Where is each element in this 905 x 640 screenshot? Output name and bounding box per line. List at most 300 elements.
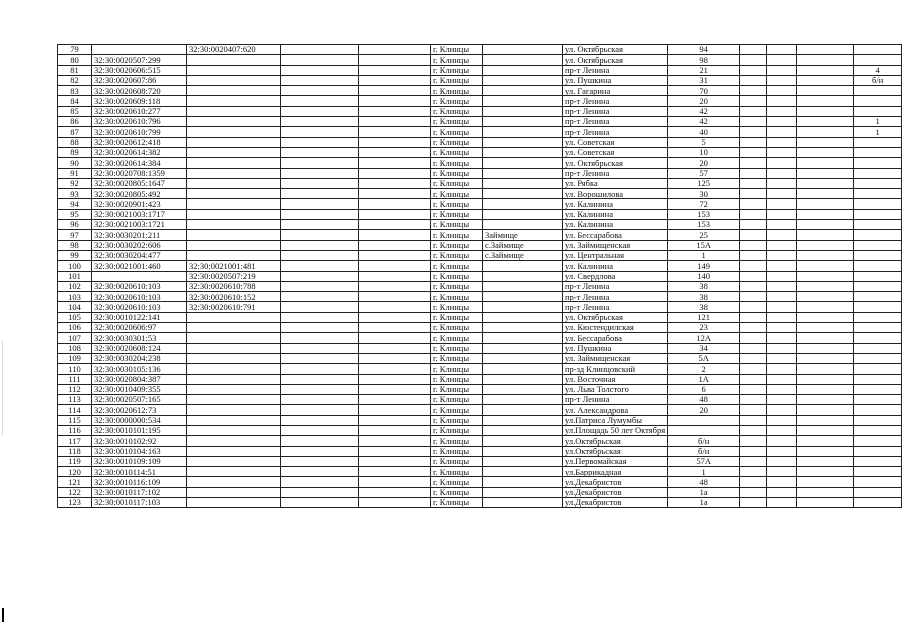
cell-row-number: 122 <box>58 487 92 497</box>
cell-col-10 <box>740 158 767 168</box>
cell-col-11 <box>767 199 797 209</box>
cell-extra-number <box>854 353 902 363</box>
table-row <box>58 199 902 209</box>
cell-row-number: 113 <box>58 395 92 405</box>
cell-col-11 <box>767 45 797 55</box>
cell-col-10 <box>740 353 767 363</box>
cell-linked-cadastral-number <box>187 86 281 96</box>
cell-linked-cadastral-number <box>187 106 281 116</box>
cell-cadastral-number: 32:30:0030204:238 <box>92 353 187 363</box>
cell-house-number: 1А <box>668 374 740 384</box>
table-row <box>58 312 902 322</box>
cell-house-number: 10 <box>668 147 740 157</box>
cell-col-12 <box>797 127 854 137</box>
cell-house-number: 38 <box>668 281 740 291</box>
cell-city: г. Клинцы <box>431 271 483 281</box>
cell-street: ул.Площадь 50 лет Октября <box>563 425 668 435</box>
cell-extra-number <box>854 467 902 477</box>
cell-house-number: 57А <box>668 456 740 466</box>
cell-col-10 <box>740 230 767 240</box>
cell-settlement: с.Займище <box>483 240 563 250</box>
cell-col-5 <box>359 65 431 75</box>
cell-col-4 <box>281 374 359 384</box>
cell-row-number: 95 <box>58 209 92 219</box>
table-row <box>58 168 902 178</box>
cell-col-12 <box>797 250 854 260</box>
cell-city: г. Клинцы <box>431 137 483 147</box>
cell-cadastral-number: 32:30:0021003:1717 <box>92 209 187 219</box>
cell-col-10 <box>740 395 767 405</box>
cell-extra-number <box>854 446 902 456</box>
cell-col-5 <box>359 456 431 466</box>
cell-row-number: 115 <box>58 415 92 425</box>
cell-linked-cadastral-number <box>187 199 281 209</box>
cell-street: ул.Декабристов <box>563 487 668 497</box>
cell-cadastral-number: 32:30:0020612:418 <box>92 137 187 147</box>
cell-col-12 <box>797 456 854 466</box>
cell-cadastral-number: 32:30:0030301:53 <box>92 333 187 343</box>
table-row <box>58 220 902 230</box>
cell-col-12 <box>797 498 854 508</box>
cell-linked-cadastral-number <box>187 498 281 508</box>
cell-city: г. Клинцы <box>431 45 483 55</box>
cell-extra-number <box>854 158 902 168</box>
cell-linked-cadastral-number <box>187 323 281 333</box>
cell-street: пр-т Ленина <box>563 302 668 312</box>
cell-house-number: 42 <box>668 106 740 116</box>
cell-settlement <box>483 117 563 127</box>
cell-col-4 <box>281 415 359 425</box>
cell-col-4 <box>281 106 359 116</box>
cell-extra-number <box>854 168 902 178</box>
cell-city: г. Клинцы <box>431 467 483 477</box>
cell-col-10 <box>740 436 767 446</box>
cell-linked-cadastral-number <box>187 312 281 322</box>
cell-col-11 <box>767 333 797 343</box>
cell-col-12 <box>797 230 854 240</box>
cell-col-4 <box>281 158 359 168</box>
cell-col-4 <box>281 364 359 374</box>
cell-col-11 <box>767 302 797 312</box>
cell-house-number: 2 <box>668 364 740 374</box>
cell-col-5 <box>359 467 431 477</box>
cell-house-number: 12А <box>668 333 740 343</box>
cell-col-4 <box>281 425 359 435</box>
cell-col-4 <box>281 467 359 477</box>
cell-linked-cadastral-number <box>187 364 281 374</box>
cell-col-12 <box>797 467 854 477</box>
cell-col-5 <box>359 384 431 394</box>
cell-col-5 <box>359 302 431 312</box>
cell-col-4 <box>281 312 359 322</box>
cell-col-12 <box>797 75 854 85</box>
cell-street: ул. Бессарабова <box>563 230 668 240</box>
cell-row-number: 112 <box>58 384 92 394</box>
cell-linked-cadastral-number: 32:30:0020610:152 <box>187 292 281 302</box>
cell-city: г. Клинцы <box>431 240 483 250</box>
cell-city: г. Клинцы <box>431 333 483 343</box>
cell-settlement <box>483 137 563 147</box>
cell-col-5 <box>359 292 431 302</box>
cell-city: г. Клинцы <box>431 292 483 302</box>
cell-col-4 <box>281 446 359 456</box>
cell-linked-cadastral-number <box>187 127 281 137</box>
cell-col-11 <box>767 168 797 178</box>
cell-col-11 <box>767 178 797 188</box>
cell-linked-cadastral-number <box>187 117 281 127</box>
cell-house-number: б/н <box>668 436 740 446</box>
cell-col-5 <box>359 281 431 291</box>
cell-col-5 <box>359 96 431 106</box>
cell-col-10 <box>740 189 767 199</box>
cell-city: г. Клинцы <box>431 323 483 333</box>
cell-settlement <box>483 374 563 384</box>
cell-extra-number <box>854 333 902 343</box>
cell-settlement <box>483 86 563 96</box>
cell-row-number: 114 <box>58 405 92 415</box>
cell-extra-number <box>854 240 902 250</box>
cell-col-5 <box>359 178 431 188</box>
cell-city: г. Клинцы <box>431 312 483 322</box>
cell-house-number: 6 <box>668 384 740 394</box>
cell-row-number: 111 <box>58 374 92 384</box>
cell-city: г. Клинцы <box>431 55 483 65</box>
cell-col-10 <box>740 302 767 312</box>
cell-col-5 <box>359 75 431 85</box>
cell-cadastral-number: 32:30:0010116:109 <box>92 477 187 487</box>
cell-city: г. Клинцы <box>431 147 483 157</box>
cell-city: г. Клинцы <box>431 477 483 487</box>
cell-settlement <box>483 96 563 106</box>
table-row <box>58 230 902 240</box>
cell-street: ул. Советская <box>563 147 668 157</box>
cell-row-number: 86 <box>58 117 92 127</box>
cell-col-11 <box>767 209 797 219</box>
cell-linked-cadastral-number <box>187 415 281 425</box>
cell-row-number: 107 <box>58 333 92 343</box>
cell-extra-number <box>854 436 902 446</box>
cell-col-11 <box>767 96 797 106</box>
cell-extra-number <box>854 405 902 415</box>
table-row <box>58 436 902 446</box>
cell-cadastral-number <box>92 45 187 55</box>
cell-col-5 <box>359 323 431 333</box>
cell-city: г. Клинцы <box>431 302 483 312</box>
cell-col-12 <box>797 384 854 394</box>
cell-col-11 <box>767 477 797 487</box>
cell-col-10 <box>740 281 767 291</box>
cell-col-12 <box>797 168 854 178</box>
table-row <box>58 250 902 260</box>
scan-edge-line <box>2 340 3 436</box>
cell-street: пр-т Ленина <box>563 395 668 405</box>
cell-extra-number <box>854 96 902 106</box>
cell-col-4 <box>281 55 359 65</box>
cell-row-number: 92 <box>58 178 92 188</box>
cell-street: ул. Октябрьская <box>563 312 668 322</box>
cell-col-11 <box>767 456 797 466</box>
cell-col-10 <box>740 333 767 343</box>
table-row <box>58 384 902 394</box>
cell-col-11 <box>767 271 797 281</box>
cell-col-4 <box>281 261 359 271</box>
table-row <box>58 487 902 497</box>
cell-city: г. Клинцы <box>431 281 483 291</box>
cell-col-5 <box>359 498 431 508</box>
cell-cadastral-number: 32:30:0010409:355 <box>92 384 187 394</box>
cell-col-12 <box>797 415 854 425</box>
cell-col-4 <box>281 220 359 230</box>
cell-extra-number <box>854 395 902 405</box>
cell-col-4 <box>281 168 359 178</box>
cell-col-11 <box>767 312 797 322</box>
cell-linked-cadastral-number <box>187 250 281 260</box>
cell-settlement <box>483 45 563 55</box>
table-row <box>58 467 902 477</box>
cell-street: ул. Октябрьская <box>563 55 668 65</box>
cell-row-number: 89 <box>58 147 92 157</box>
cell-row-number: 83 <box>58 86 92 96</box>
cell-col-5 <box>359 271 431 281</box>
cell-cadastral-number: 32:30:0020606:97 <box>92 323 187 333</box>
table-row <box>58 333 902 343</box>
cell-street: ул. Бессарабова <box>563 333 668 343</box>
cell-col-5 <box>359 147 431 157</box>
cell-col-10 <box>740 65 767 75</box>
cell-street: ул. Советская <box>563 137 668 147</box>
table-row <box>58 456 902 466</box>
table-row <box>58 446 902 456</box>
cell-street: ул. Свердлова <box>563 271 668 281</box>
cell-settlement <box>483 261 563 271</box>
cell-col-12 <box>797 425 854 435</box>
cell-col-12 <box>797 281 854 291</box>
cell-settlement <box>483 65 563 75</box>
table-row <box>58 117 902 127</box>
cell-row-number: 80 <box>58 55 92 65</box>
cell-col-10 <box>740 250 767 260</box>
cell-col-10 <box>740 467 767 477</box>
cell-col-4 <box>281 456 359 466</box>
cell-settlement <box>483 220 563 230</box>
cell-col-11 <box>767 343 797 353</box>
cell-linked-cadastral-number <box>187 158 281 168</box>
cell-col-4 <box>281 343 359 353</box>
table-row <box>58 364 902 374</box>
cell-extra-number: б/н <box>854 75 902 85</box>
cell-col-4 <box>281 292 359 302</box>
cell-col-10 <box>740 137 767 147</box>
cell-settlement <box>483 178 563 188</box>
cell-col-10 <box>740 312 767 322</box>
cell-settlement <box>483 75 563 85</box>
cell-col-12 <box>797 209 854 219</box>
cell-col-11 <box>767 353 797 363</box>
cell-cadastral-number: 32:30:0020610:103 <box>92 281 187 291</box>
cell-col-11 <box>767 117 797 127</box>
table-row <box>58 96 902 106</box>
cell-col-4 <box>281 137 359 147</box>
cell-house-number: 125 <box>668 178 740 188</box>
cell-col-10 <box>740 384 767 394</box>
cell-street: ул. Займищенская <box>563 240 668 250</box>
cell-col-11 <box>767 425 797 435</box>
cell-extra-number <box>854 45 902 55</box>
cell-house-number: 1 <box>668 250 740 260</box>
cell-col-10 <box>740 446 767 456</box>
cell-city: г. Клинцы <box>431 425 483 435</box>
cell-col-11 <box>767 189 797 199</box>
cell-col-11 <box>767 487 797 497</box>
table-row <box>58 55 902 65</box>
cell-street: пр-т Ленина <box>563 106 668 116</box>
cell-col-4 <box>281 230 359 240</box>
cell-cadastral-number: 32:30:0030201:211 <box>92 230 187 240</box>
cell-col-4 <box>281 75 359 85</box>
cell-settlement <box>483 168 563 178</box>
cell-city: г. Клинцы <box>431 209 483 219</box>
cell-col-12 <box>797 147 854 157</box>
cell-street: пр-т Ленина <box>563 96 668 106</box>
cell-col-12 <box>797 353 854 363</box>
cell-row-number: 96 <box>58 220 92 230</box>
cell-street: ул. Октябрьская <box>563 45 668 55</box>
cell-street: ул.Декабристов <box>563 498 668 508</box>
cell-street: ул.Декабристов <box>563 477 668 487</box>
cell-cadastral-number: 32:30:0020610:103 <box>92 302 187 312</box>
cell-col-10 <box>740 374 767 384</box>
cell-settlement <box>483 281 563 291</box>
cell-row-number: 101 <box>58 271 92 281</box>
cell-settlement <box>483 158 563 168</box>
cell-col-11 <box>767 55 797 65</box>
table-row <box>58 106 902 116</box>
cell-extra-number <box>854 498 902 508</box>
cell-col-12 <box>797 117 854 127</box>
cell-row-number: 100 <box>58 261 92 271</box>
cell-col-12 <box>797 436 854 446</box>
cell-cadastral-number: 32:30:0010117:103 <box>92 498 187 508</box>
cell-house-number: 5А <box>668 353 740 363</box>
cell-house-number <box>668 425 740 435</box>
cell-house-number: 38 <box>668 292 740 302</box>
cell-house-number: 121 <box>668 312 740 322</box>
cell-row-number: 99 <box>58 250 92 260</box>
cell-cadastral-number: 32:30:0020507:299 <box>92 55 187 65</box>
cell-row-number: 110 <box>58 364 92 374</box>
cell-col-10 <box>740 405 767 415</box>
cell-house-number: 153 <box>668 220 740 230</box>
cell-col-5 <box>359 343 431 353</box>
cell-linked-cadastral-number <box>187 384 281 394</box>
cell-extra-number: 1 <box>854 127 902 137</box>
cell-col-11 <box>767 467 797 477</box>
cell-extra-number: 1 <box>854 117 902 127</box>
table-row <box>58 425 902 435</box>
cell-col-10 <box>740 364 767 374</box>
cell-col-12 <box>797 487 854 497</box>
cell-street: ул. Рябка <box>563 178 668 188</box>
cell-col-5 <box>359 477 431 487</box>
cell-extra-number <box>854 374 902 384</box>
cell-extra-number <box>854 292 902 302</box>
cell-house-number: 70 <box>668 86 740 96</box>
cell-col-12 <box>797 55 854 65</box>
cell-row-number: 94 <box>58 199 92 209</box>
cell-col-4 <box>281 384 359 394</box>
cell-extra-number <box>854 209 902 219</box>
cell-city: г. Клинцы <box>431 261 483 271</box>
cell-settlement <box>483 353 563 363</box>
cell-settlement <box>483 199 563 209</box>
cell-col-5 <box>359 55 431 65</box>
cell-col-11 <box>767 405 797 415</box>
cell-cadastral-number: 32:30:0010114:51 <box>92 467 187 477</box>
cell-col-5 <box>359 168 431 178</box>
cell-settlement <box>483 106 563 116</box>
cell-col-5 <box>359 158 431 168</box>
cell-cadastral-number: 32:30:0010109:109 <box>92 456 187 466</box>
cell-col-12 <box>797 137 854 147</box>
cell-col-4 <box>281 189 359 199</box>
cell-city: г. Клинцы <box>431 168 483 178</box>
cell-city: г. Клинцы <box>431 343 483 353</box>
cell-col-12 <box>797 302 854 312</box>
cell-col-4 <box>281 86 359 96</box>
cell-cadastral-number: 32:30:0020614:382 <box>92 147 187 157</box>
table-row <box>58 395 902 405</box>
cell-col-12 <box>797 261 854 271</box>
cell-cadastral-number: 32:30:0020610:277 <box>92 106 187 116</box>
cell-street: ул. Льва Толстого <box>563 384 668 394</box>
cell-col-5 <box>359 209 431 219</box>
cell-extra-number <box>854 199 902 209</box>
cell-city: г. Клинцы <box>431 405 483 415</box>
cell-house-number: 94 <box>668 45 740 55</box>
cell-cadastral-number: 32:30:0020805:1647 <box>92 178 187 188</box>
cell-city: г. Клинцы <box>431 220 483 230</box>
cell-house-number: 40 <box>668 127 740 137</box>
cell-settlement: Займище <box>483 230 563 240</box>
cell-linked-cadastral-number: 32:30:0021001:481 <box>187 261 281 271</box>
cell-cadastral-number <box>92 271 187 281</box>
cell-settlement <box>483 487 563 497</box>
table-row <box>58 374 902 384</box>
cell-col-5 <box>359 189 431 199</box>
cell-col-12 <box>797 106 854 116</box>
cell-col-4 <box>281 487 359 497</box>
cell-col-12 <box>797 477 854 487</box>
cell-col-11 <box>767 230 797 240</box>
cell-settlement <box>483 55 563 65</box>
cell-city: г. Клинцы <box>431 117 483 127</box>
cell-col-11 <box>767 395 797 405</box>
cell-col-4 <box>281 96 359 106</box>
cadastral-registry-table <box>57 44 902 508</box>
cell-col-5 <box>359 364 431 374</box>
cell-row-number: 84 <box>58 96 92 106</box>
cell-settlement <box>483 446 563 456</box>
cell-linked-cadastral-number <box>187 395 281 405</box>
cell-settlement <box>483 456 563 466</box>
cell-settlement <box>483 292 563 302</box>
cell-row-number: 109 <box>58 353 92 363</box>
cell-row-number: 81 <box>58 65 92 75</box>
cell-cadastral-number: 32:30:0010101:195 <box>92 425 187 435</box>
table-body <box>58 45 902 508</box>
cell-col-11 <box>767 436 797 446</box>
cell-city: г. Клинцы <box>431 250 483 260</box>
